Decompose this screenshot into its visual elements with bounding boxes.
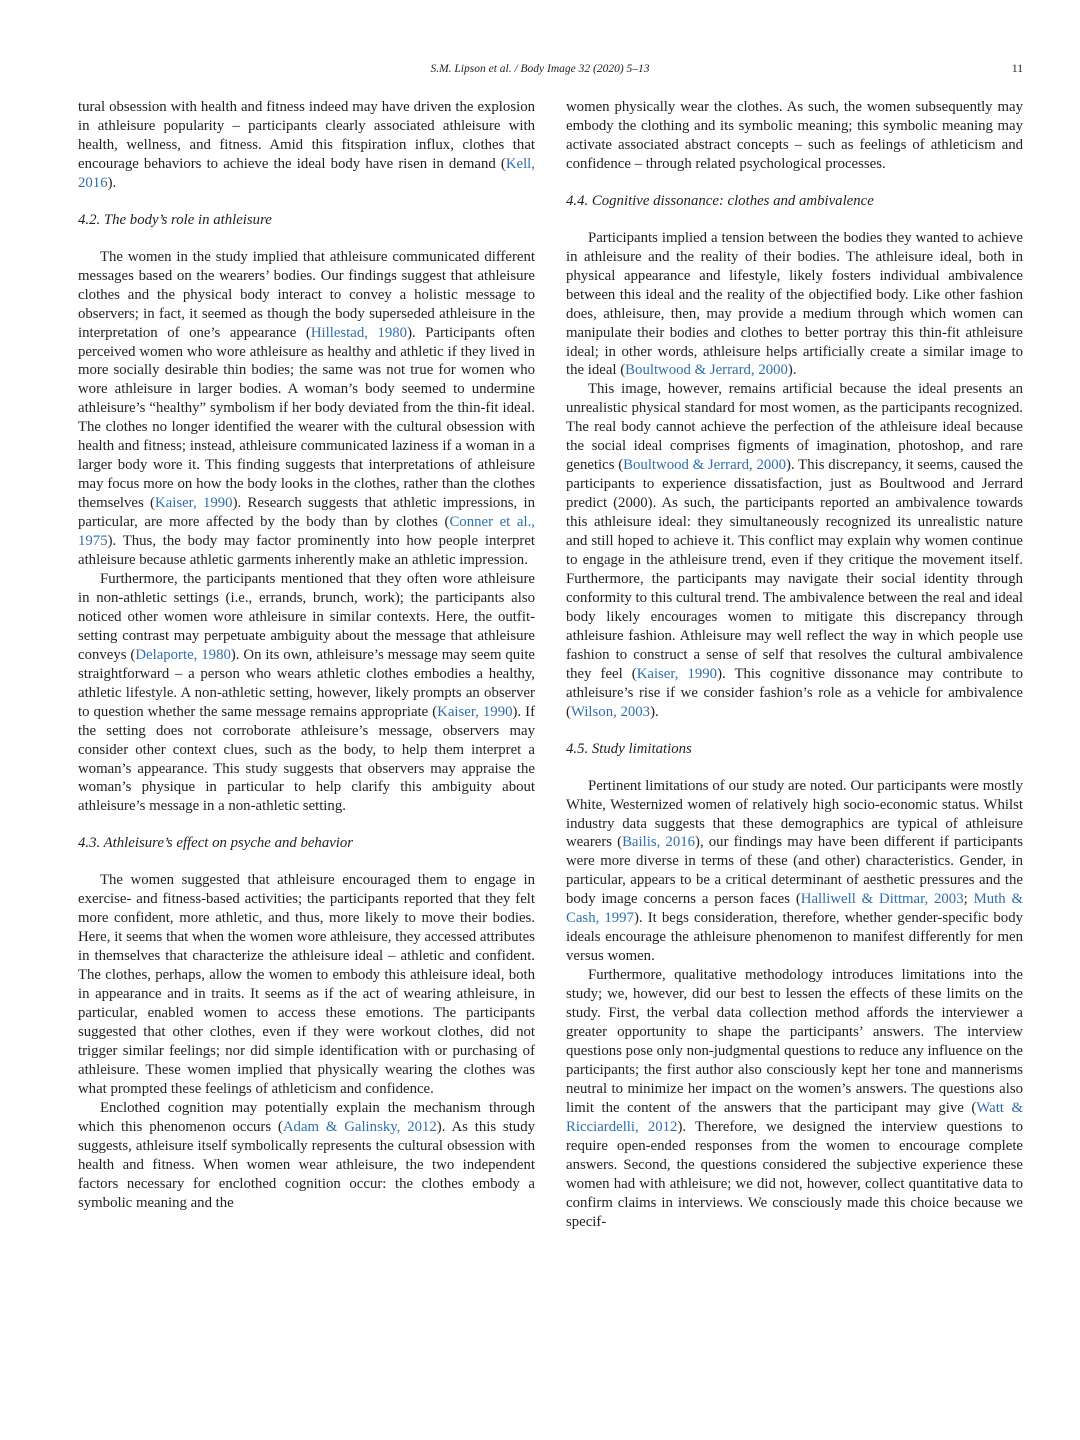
paragraph: Furthermore, the participants mentioned that they often wore athleisure in non-athletic settings (i.e., errands, brunch, work); the participants also noticed other women wore athleisure in similar contexts. Here, the outfit-setting contrast may perpetuate ambiguity about the message that athleisure conveys (Delaporte, 1980). On its own, athleisure’s message may seem quite straightforward – a person who wears athletic clothes embodies a healthy, athletic lifestyle. A non-athletic setting, however, likely prompts an observer to question whether the same message remains appropriate (Kaiser, 1990). If the setting does not corroborate athleisure’s message, observers may consider other context clues, such as the body, to help them interpret a woman’s appearance. This study suggests that observers may appraise the woman’s physique in particular to help clarify this ambiguity about athleisure’s message in a non-athletic setting. [78, 570, 535, 815]
left-column [78, 98, 535, 1213]
paragraph: The women in the study implied that athleisure communicated different messages based on the wearers’ bodies. Our findings suggest that athleisure clothes and the physical body interact to convey a holistic message to observers; in fact, it seemed as though the body superseded athleisure in the interpretation of one’s appearance (Hillestad, 1980). Participants often perceived women who wore athleisure as healthy and athletic if they lived in more socially desirable thin bodies; the same was not true for women who wore athleisure in larger bodies. A woman’s body seemed to undermine athleisure’s “healthy” symbolism if her body deviated from the thin-fit ideal. The clothes no longer identified the wearer with the cultural obsession with health and fitness; instead, athleisure communicated laziness if a woman in a larger body wore it. This finding suggests that interpretations of athleisure may focus more on how the body looks in the clothes, rather than the clothes themselves (Kaiser, 1990). Research suggests that athletic impressions, in particular, are more affected by the body than by clothes (Conner et al., 1975). Thus, the body may factor prominently into how people interpret athleisure because athletic garments inherently make an athletic impression. [78, 248, 535, 569]
paragraph: The women suggested that athleisure encouraged them to engage in exercise- and fitness-based activities; the participants reported that they felt more confident, more athletic, and thus, more likely to move their bodies. Here, it seems that when the women wore athleisure, they accessed attributes in themselves that characterize the athleisure ideal – athletic and confident. The clothes, perhaps, allow the women to embody this athleisure ideal, both in appearance and in traits. It seems as if the act of wearing athleisure, in particular, enabled women to access these emotions. The participants suggested that other clothes, even if they were workout clothes, did not trigger similar feelings; nor did simple identification with or purchasing of athleisure. These women implied that physically wearing the clothes was what prompted these feelings of athleticism and confidence. [78, 872, 535, 1097]
paragraph: Furthermore, qualitative methodology introduces limitations into the study; we, however, did our best to lessen the effects of these limits on the study. First, the verbal data collection method affords the interviewer a greater opportunity to shape the participants’ answers. The interview questions pose only non-judgmental questions to reduce any influence on the participants; the first author also consciously kept her tone and mannerisms neutral to minimize her impact on the women’s answers. The questions also limit the content of the answers that the participant may give (Watt & Ricciardelli, 2012). Therefore, we designed the interview questions to require open-ended responses from the women to encourage complete answers. Second, the questions considered the subjective experience these women had with athleisure; we did not, however, collect quantitative data to confirm claims in interviews. We consciously made this choice because we specif- [566, 967, 1023, 1230]
reference-link[interactable]: Boultwood & Jerrard, 2000 [625, 362, 788, 379]
reference-link[interactable]: Kaiser, 1990 [437, 703, 513, 720]
paragraph: Pertinent limitations of our study are noted. Our participants were mostly White, Westernized women of relatively high socio-economic status. Whilst industry data suggests that these demographics are typical of athleisure wearers (Bailis, 2016), our findings may have been different if participants were more diverse in terms of these (and other) characteristics. Gender, in particular, appears to be a critical determinant of aesthetic pressures and the body image concerns a person faces (Halliwell & Dittmar, 2003; Muth & Cash, 1997). It begs consideration, therefore, whether gender-specific body ideals encourage the athleisure phenomenon to manifest differently for men versus women. [566, 777, 1024, 965]
reference-link[interactable]: Muth & Cash, 1997 [566, 891, 1024, 927]
paragraph: women physically wear the clothes. As such, the women subsequently may embody the clothing and its symbolic meaning; this symbolic meaning may activate associated abstract concepts – such as feelings of athleticism and confidence – through related psychological processes. [566, 99, 1023, 172]
reference-link[interactable]: Boultwood & Jerrard, 2000 [623, 457, 787, 474]
running-head [0, 63, 1080, 81]
reference-link[interactable]: Wilson, 2003 [570, 703, 651, 720]
reference-link[interactable]: Watt & Ricciardelli, 2012 [566, 1099, 1023, 1135]
reference-link[interactable]: Bailis, 2016 [622, 834, 696, 851]
page-number: 11 [1011, 63, 1023, 75]
paragraph: Participants implied a tension between the bodies they wanted to achieve in athleisure and the reality of their bodies. The athleisure ideal, both in physical appearance and lifestyle, likely fosters individual ambivalence between this ideal and the reality of the objectified body. Like other fashion does, athleisure, then, may provide a medium through which women can manipulate their bodies and clothes to better portray this thin-fit athleisure ideal; in other words, athleisure helps artificially create a similar image to the ideal (Boultwood & Jerrard, 2000). [566, 229, 1023, 379]
paragraph: This image, however, remains artificial because the ideal presents an unrealistic physical standard for most women, as the participants recognized. The real body cannot achieve the perfection of the athleisure ideal because the social ideal comprises figments of imagination, photoshop, and rare genetics (Boultwood & Jerrard, 2000). This discrepancy, it seems, caused the participants to experience dissatisfaction, just as Boultwood and Jerrard predict (2000). As such, the participants reported an ambivalence towards this athleisure ideal: they simultaneously recognized its unrealistic nature and still hoped to achieve it. This conflict may explain why women continue to engage in the athleisure trend, even if they critique the movement itself. Furthermore, the participants may navigate their social identity through conformity to this cultural trend. The ambivalence between the real and ideal body likely encourages women to mitigate this discrepancy through athleisure fashion. Athleisure may well reflect the way in which people use fashion to construct a sense of self that resolves the cultural ambivalence they feel (Kaiser, 1990). This cognitive dissonance may contribute to athleisure’s rise if we consider fashion’s role as a vehicle for ambivalence (Wilson, 2003). [566, 381, 1023, 720]
section-heading-4-2: 4.2. The body’s role in athleisure [78, 211, 272, 228]
reference-link[interactable]: Kell, 2016 [78, 155, 535, 191]
section-heading-4-3: 4.3. Athleisure’s effect on psyche and behavior [78, 835, 354, 852]
right-column [566, 98, 1023, 1231]
section-heading-4-4: 4.4. Cognitive dissonance: clothes and ambivalence [566, 192, 874, 209]
reference-link[interactable]: Halliwell & Dittmar, 2003 [800, 891, 964, 908]
paragraph: Enclothed cognition may potentially explain the mechanism through which this phenomenon occurs (Adam & Galinsky, 2012). As this study suggests, athleisure itself symbolically represents the cultural obsession with health and fitness. When women wear athleisure, the two independent factors necessary for enclothed cognition occur: the clothes embody a symbolic meaning and the [78, 1099, 535, 1211]
reference-link[interactable]: Kaiser, 1990 [154, 495, 233, 512]
reference-link[interactable]: Conner et al., 1975 [78, 514, 535, 550]
paragraph: tural obsession with health and fitness indeed may have driven the explosion in athleisure popularity – participants clearly associated athleisure with health, wellness, and fitness. Amid this fitspiration influx, clothes that encourage behaviors to achieve the ideal body have risen in demand (Kell, 2016). [78, 99, 535, 191]
reference-link[interactable]: Adam & Galinsky, 2012 [282, 1118, 437, 1135]
reference-link[interactable]: Delaporte, 1980 [135, 646, 231, 663]
journal-citation: S.M. Lipson et al. / Body Image 32 (2020) 5–13 [430, 63, 650, 75]
reference-link[interactable]: Hillestad, 1980 [310, 324, 408, 341]
reference-link[interactable]: Kaiser, 1990 [636, 665, 718, 682]
section-heading-4-5: 4.5. Study limitations [566, 740, 692, 757]
